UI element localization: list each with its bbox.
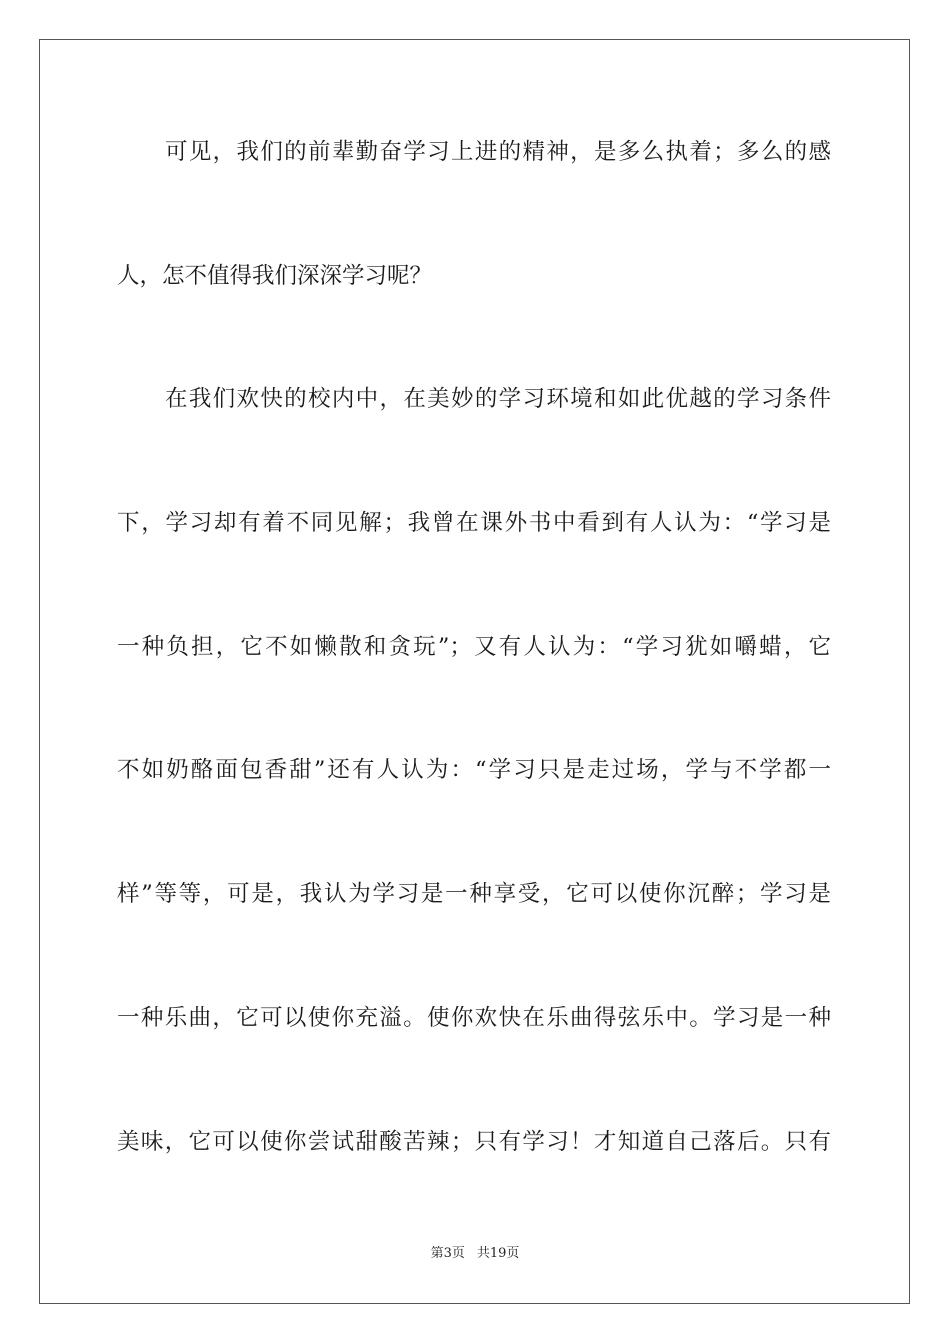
paragraph-2-line-3: 一种负担，它不如懒散和贪玩”；又有人认为：“学习犹如嚼蜡，它 <box>117 634 831 660</box>
paragraph-2-line-1: 在我们欢快的校内中，在美妙的学习环境和如此优越的学习条件 <box>165 386 831 412</box>
page-number: 第3页 <box>430 1246 465 1261</box>
page-footer <box>0 1246 950 1262</box>
page-total: 共19页 <box>476 1246 520 1261</box>
paragraph-2-line-7: 美味，它可以使你尝试甜酸苦辣；只有学习！才知道自己落后。只有 <box>117 1129 831 1155</box>
paragraph-2-line-4: 不如奶酪面包香甜”还有人认为：“学习只是走过场，学与不学都一 <box>117 757 831 783</box>
paragraph-2-line-2: 下，学习却有着不同见解；我曾在课外书中看到有人认为：“学习是 <box>117 510 831 536</box>
paragraph-2-line-5: 样”等等，可是，我认为学习是一种享受，它可以使你沉醉；学习是 <box>117 881 831 907</box>
page-border <box>39 39 910 1304</box>
paragraph-2-line-6: 一种乐曲，它可以使你充溢。使你欢快在乐曲得弦乐中。学习是一种 <box>117 1005 831 1031</box>
paragraph-1-line-1: 可见，我们的前辈勤奋学习上进的精神，是多么执着；多么的感 <box>165 139 831 165</box>
paragraph-1-line-2: 人，怎不值得我们深深学习呢？ <box>117 263 433 289</box>
